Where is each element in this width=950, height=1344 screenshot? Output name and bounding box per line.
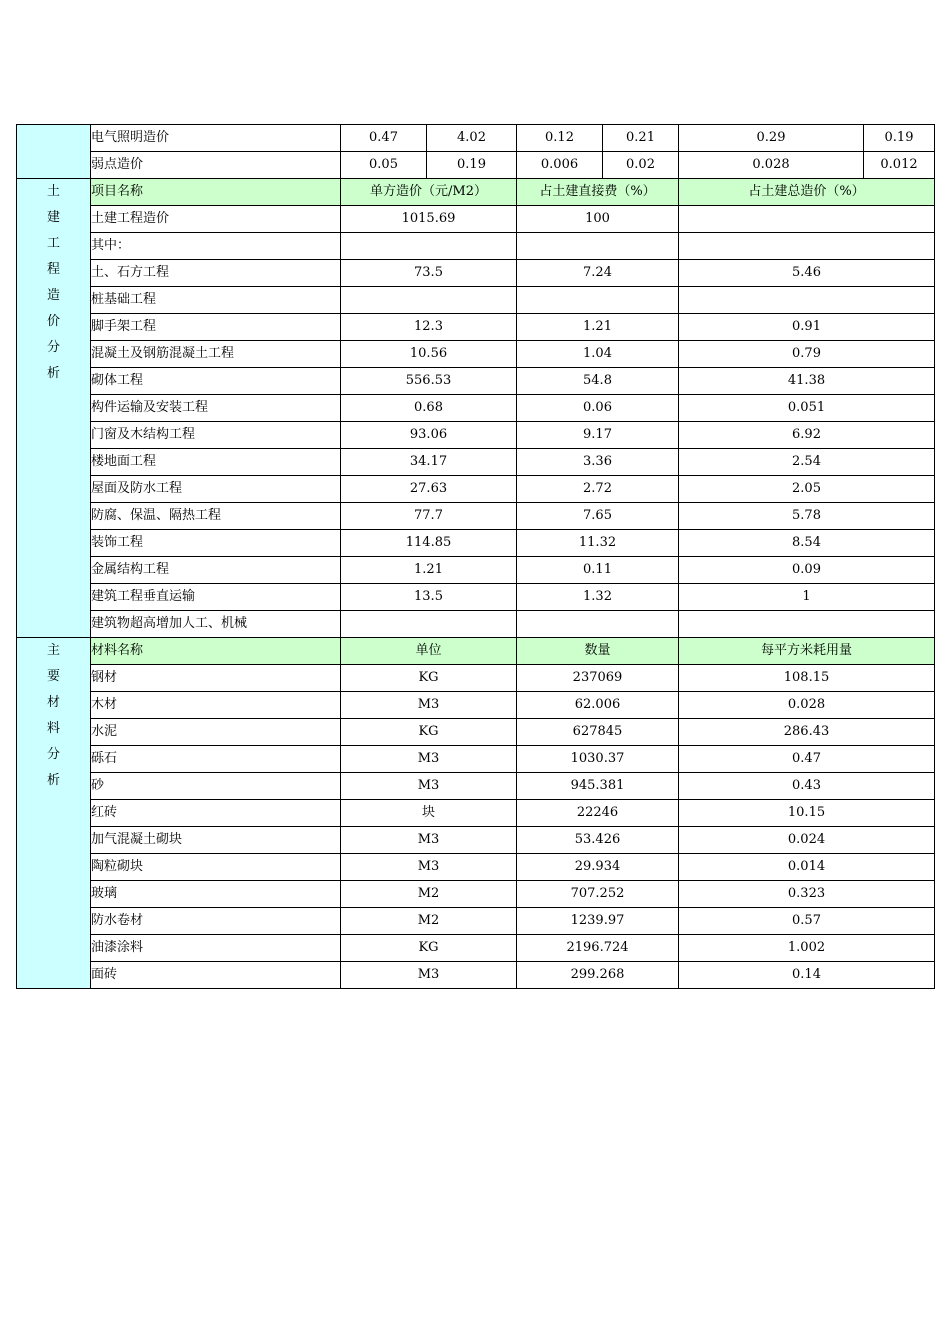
value-cell: 0.12 <box>517 125 603 152</box>
column-header: 每平方米耗用量 <box>679 638 935 665</box>
unit-cell: KG <box>341 719 517 746</box>
item-name: 其中： <box>91 233 341 260</box>
pct-direct-cell: 9.17 <box>517 422 679 449</box>
table-row <box>17 584 935 611</box>
table-row <box>17 395 935 422</box>
table-row <box>17 368 935 395</box>
unit-cost-cell: 77.7 <box>341 503 517 530</box>
quantity-cell: 22246 <box>517 800 679 827</box>
table-row <box>17 260 935 287</box>
item-name: 金属结构工程 <box>91 557 341 584</box>
section-label-char: 程 <box>46 262 60 277</box>
unit-cell: M3 <box>341 962 517 989</box>
item-name: 电气照明造价 <box>91 125 341 152</box>
section-label-char: 析 <box>46 366 60 381</box>
material-name: 加气混凝土砌块 <box>91 827 341 854</box>
pct-direct-cell <box>517 233 679 260</box>
pct-direct-cell: 11.32 <box>517 530 679 557</box>
table-row <box>17 827 935 854</box>
value-cell: 0.05 <box>341 152 427 179</box>
column-header: 项目名称 <box>91 179 341 206</box>
unit-cell: M3 <box>341 854 517 881</box>
table-row <box>17 422 935 449</box>
unit-cost-cell <box>341 287 517 314</box>
table-row <box>17 287 935 314</box>
pct-direct-cell: 2.72 <box>517 476 679 503</box>
material-name: 面砖 <box>91 962 341 989</box>
pct-direct-cell: 7.65 <box>517 503 679 530</box>
item-name: 桩基础工程 <box>91 287 341 314</box>
unit-cost-cell: 73.5 <box>341 260 517 287</box>
material-name: 砂 <box>91 773 341 800</box>
per-m2-cell: 0.323 <box>679 881 935 908</box>
pct-direct-cell: 1.04 <box>517 341 679 368</box>
per-m2-cell: 286.43 <box>679 719 935 746</box>
pct-total-cell: 8.54 <box>679 530 935 557</box>
quantity-cell: 29.934 <box>517 854 679 881</box>
table-row <box>17 908 935 935</box>
per-m2-cell: 10.15 <box>679 800 935 827</box>
table-row <box>17 341 935 368</box>
pct-direct-cell: 0.11 <box>517 557 679 584</box>
pct-total-cell: 41.38 <box>679 368 935 395</box>
table-row <box>17 611 935 638</box>
per-m2-cell: 0.47 <box>679 746 935 773</box>
pct-total-cell: 5.78 <box>679 503 935 530</box>
quantity-cell: 707.252 <box>517 881 679 908</box>
per-m2-cell: 0.43 <box>679 773 935 800</box>
material-name: 玻璃 <box>91 881 341 908</box>
item-name: 装饰工程 <box>91 530 341 557</box>
unit-cell: KG <box>341 935 517 962</box>
value-cell: 0.19 <box>427 152 517 179</box>
column-header: 占土建直接费（%） <box>517 179 679 206</box>
pct-direct-cell: 54.8 <box>517 368 679 395</box>
item-name: 脚手架工程 <box>91 314 341 341</box>
pct-total-cell: 0.09 <box>679 557 935 584</box>
material-name: 陶粒砌块 <box>91 854 341 881</box>
pct-total-cell: 0.051 <box>679 395 935 422</box>
section-label-char: 工 <box>46 236 60 251</box>
table-row <box>17 125 935 152</box>
table-row <box>17 503 935 530</box>
cost-analysis-table <box>16 124 935 989</box>
pct-direct-cell: 7.24 <box>517 260 679 287</box>
value-cell: 0.012 <box>864 152 935 179</box>
table-row <box>17 152 935 179</box>
unit-cost-cell: 114.85 <box>341 530 517 557</box>
column-header: 单位 <box>341 638 517 665</box>
unit-cell: M2 <box>341 908 517 935</box>
pct-direct-cell <box>517 611 679 638</box>
section-label-char: 分 <box>46 340 60 355</box>
unit-cost-cell: 13.5 <box>341 584 517 611</box>
value-cell: 0.47 <box>341 125 427 152</box>
table-row <box>17 719 935 746</box>
quantity-cell: 1030.37 <box>517 746 679 773</box>
quantity-cell: 2196.724 <box>517 935 679 962</box>
item-name: 砌体工程 <box>91 368 341 395</box>
item-name: 防腐、保温、隔热工程 <box>91 503 341 530</box>
item-name: 土、石方工程 <box>91 260 341 287</box>
unit-cost-cell: 93.06 <box>341 422 517 449</box>
value-cell: 4.02 <box>427 125 517 152</box>
unit-cell: M2 <box>341 881 517 908</box>
per-m2-cell: 108.15 <box>679 665 935 692</box>
pct-total-cell: 2.05 <box>679 476 935 503</box>
table-row <box>17 692 935 719</box>
table-row <box>17 206 935 233</box>
column-header: 单方造价（元/M2） <box>341 179 517 206</box>
table-row <box>17 881 935 908</box>
unit-cell: KG <box>341 665 517 692</box>
table-row <box>17 449 935 476</box>
pct-direct-cell: 1.32 <box>517 584 679 611</box>
item-name: 土建工程造价 <box>91 206 341 233</box>
value-cell: 0.21 <box>603 125 679 152</box>
section-label-char: 要 <box>46 669 60 684</box>
table-row <box>17 476 935 503</box>
column-header: 材料名称 <box>91 638 341 665</box>
material-name: 红砖 <box>91 800 341 827</box>
section-label-char: 造 <box>46 288 60 303</box>
section-label-char: 分 <box>46 747 60 762</box>
unit-cell: M3 <box>341 746 517 773</box>
section-label-char: 材 <box>46 695 60 710</box>
section-label-char: 建 <box>46 210 60 225</box>
pct-total-cell <box>679 287 935 314</box>
section-label-char: 主 <box>46 643 60 658</box>
pct-total-cell <box>679 206 935 233</box>
per-m2-cell: 0.014 <box>679 854 935 881</box>
column-header: 数量 <box>517 638 679 665</box>
unit-cost-cell: 1015.69 <box>341 206 517 233</box>
table-row <box>17 800 935 827</box>
quantity-cell: 237069 <box>517 665 679 692</box>
pct-direct-cell: 3.36 <box>517 449 679 476</box>
value-cell: 0.19 <box>864 125 935 152</box>
per-m2-cell: 1.002 <box>679 935 935 962</box>
pct-total-cell <box>679 611 935 638</box>
per-m2-cell: 0.57 <box>679 908 935 935</box>
per-m2-cell: 0.14 <box>679 962 935 989</box>
item-name: 弱点造价 <box>91 152 341 179</box>
unit-cost-cell: 0.68 <box>341 395 517 422</box>
value-cell: 0.02 <box>603 152 679 179</box>
unit-cost-cell <box>341 611 517 638</box>
item-name: 混凝土及钢筋混凝土工程 <box>91 341 341 368</box>
pct-direct-cell: 100 <box>517 206 679 233</box>
unit-cost-cell <box>341 233 517 260</box>
material-name: 水泥 <box>91 719 341 746</box>
material-name: 钢材 <box>91 665 341 692</box>
table-row <box>17 935 935 962</box>
table-row <box>17 854 935 881</box>
value-cell: 0.29 <box>679 125 864 152</box>
table-row <box>17 746 935 773</box>
column-header: 占土建总造价（%） <box>679 179 935 206</box>
section-label-char: 土 <box>46 184 60 199</box>
table-row <box>17 962 935 989</box>
quantity-cell: 1239.97 <box>517 908 679 935</box>
material-name: 油漆涂料 <box>91 935 341 962</box>
material-name: 砾石 <box>91 746 341 773</box>
material-name: 防水卷材 <box>91 908 341 935</box>
value-cell: 0.006 <box>517 152 603 179</box>
quantity-cell: 945.381 <box>517 773 679 800</box>
unit-cost-cell: 1.21 <box>341 557 517 584</box>
item-name: 屋面及防水工程 <box>91 476 341 503</box>
pct-total-cell <box>679 233 935 260</box>
table-row <box>17 314 935 341</box>
table-row <box>17 233 935 260</box>
per-m2-cell: 0.024 <box>679 827 935 854</box>
item-name: 建筑物超高增加人工、机械 <box>91 611 341 638</box>
table-row <box>17 773 935 800</box>
pct-direct-cell: 0.06 <box>517 395 679 422</box>
section-label-materials <box>17 638 91 989</box>
pct-total-cell: 0.79 <box>679 341 935 368</box>
pct-total-cell: 2.54 <box>679 449 935 476</box>
unit-cost-cell: 10.56 <box>341 341 517 368</box>
section-label-char: 价 <box>46 314 60 329</box>
unit-cell: 块 <box>341 800 517 827</box>
quantity-cell: 53.426 <box>517 827 679 854</box>
unit-cell: M3 <box>341 827 517 854</box>
section-label-char: 析 <box>46 773 60 788</box>
quantity-cell: 62.006 <box>517 692 679 719</box>
pct-direct-cell <box>517 287 679 314</box>
unit-cell: M3 <box>341 773 517 800</box>
unit-cost-cell: 12.3 <box>341 314 517 341</box>
item-name: 楼地面工程 <box>91 449 341 476</box>
pct-total-cell: 6.92 <box>679 422 935 449</box>
item-name: 建筑工程垂直运输 <box>91 584 341 611</box>
pct-total-cell: 0.91 <box>679 314 935 341</box>
pct-total-cell: 5.46 <box>679 260 935 287</box>
table-row <box>17 557 935 584</box>
section-label-blank <box>17 125 91 179</box>
materials-header-row <box>17 638 935 665</box>
pct-direct-cell: 1.21 <box>517 314 679 341</box>
section-label-civil <box>17 179 91 638</box>
table-row <box>17 530 935 557</box>
unit-cell: M3 <box>341 692 517 719</box>
per-m2-cell: 0.028 <box>679 692 935 719</box>
unit-cost-cell: 556.53 <box>341 368 517 395</box>
unit-cost-cell: 34.17 <box>341 449 517 476</box>
pct-total-cell: 1 <box>679 584 935 611</box>
quantity-cell: 627845 <box>517 719 679 746</box>
item-name: 构件运输及安装工程 <box>91 395 341 422</box>
item-name: 门窗及木结构工程 <box>91 422 341 449</box>
value-cell: 0.028 <box>679 152 864 179</box>
civil-header-row <box>17 179 935 206</box>
material-name: 木材 <box>91 692 341 719</box>
section-label-char: 料 <box>46 721 60 736</box>
quantity-cell: 299.268 <box>517 962 679 989</box>
unit-cost-cell: 27.63 <box>341 476 517 503</box>
table-row <box>17 665 935 692</box>
